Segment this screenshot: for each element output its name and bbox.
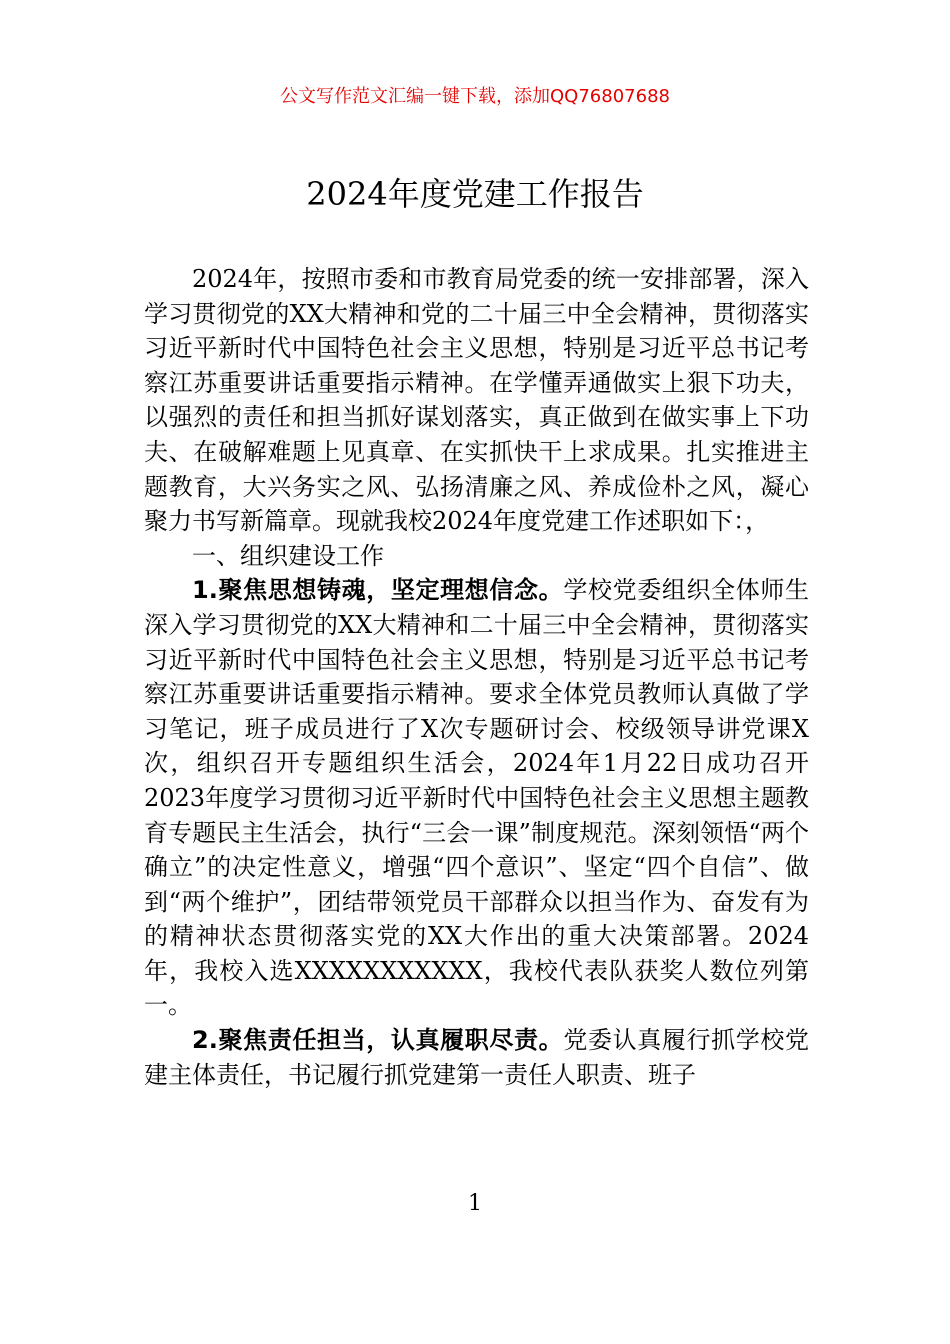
item-lead-1: 1.聚焦思想铸魂，坚定理想信念。 bbox=[192, 576, 564, 605]
item-text-1: 学校党委组织全体师生深入学习贯彻党的XX大精神和二十届三中全会精神，贯彻落实习近平新时代中国特色社会主义思想，特别是习近平总书记考察江苏重要讲话重要指示精神。要求全体党员教师认真做了学习笔记，班子成员进行了X次专题研讨会、校级领导讲党课X次，组织召开专题组织生活会，2024年1月22日成功召开2023年度学习贯彻习近平新时代中国特色社会主义思想主题教育专题民主生活会，执行“三会一课”制度规范。深刻领悟“两个确立”的决定性意义，增强“四个意识”、坚定“四个自信”、做到“两个维护”，团结带领党员干部群众以担当作为、奋发有为的精神状态贯彻落实党的XX大作出的重大决策部署。2024年，我校入选XXXXXXXXXXX，我校代表队获奖人数位列第一。 bbox=[144, 576, 810, 1020]
document-body bbox=[144, 262, 809, 1092]
intro-paragraph: 2024年，按照市委和市教育局党委的统一安排部署，深入学习贯彻党的XX大精神和党的二十届三中全会精神，贯彻落实习近平新时代中国特色社会主义思想，特别是习近平总书记考察江苏重要讲话重要指示精神。在学懂弄通做实上狠下功夫，以强烈的责任和担当抓好谋划落实，真正做到在做实事上下功夫、在破解难题上见真章、在实抓快干上求成果。扎实推进主题教育，大兴务实之风、弘扬清廉之风、养成俭朴之风，凝心聚力书写新篇章。现就我校2024年度党建工作述职如下：， bbox=[144, 265, 809, 536]
item-paragraph-1 bbox=[144, 573, 809, 1023]
item-text-2: 党委认真履行抓学校党建主体责任，书记履行抓党建第一责任人职责、班子 bbox=[144, 1026, 810, 1089]
item-paragraph-2 bbox=[144, 1023, 809, 1092]
section-heading: 一、组织建设工作 bbox=[192, 541, 384, 570]
page-number: 1 bbox=[468, 1191, 482, 1216]
page-title: 2024年度党建工作报告 bbox=[306, 175, 644, 213]
item-lead-2: 2.聚焦责任担当，认真履职尽责。 bbox=[192, 1026, 564, 1055]
download-notice: 公文写作范文汇编一键下载，添加QQ76807688 bbox=[280, 86, 670, 107]
